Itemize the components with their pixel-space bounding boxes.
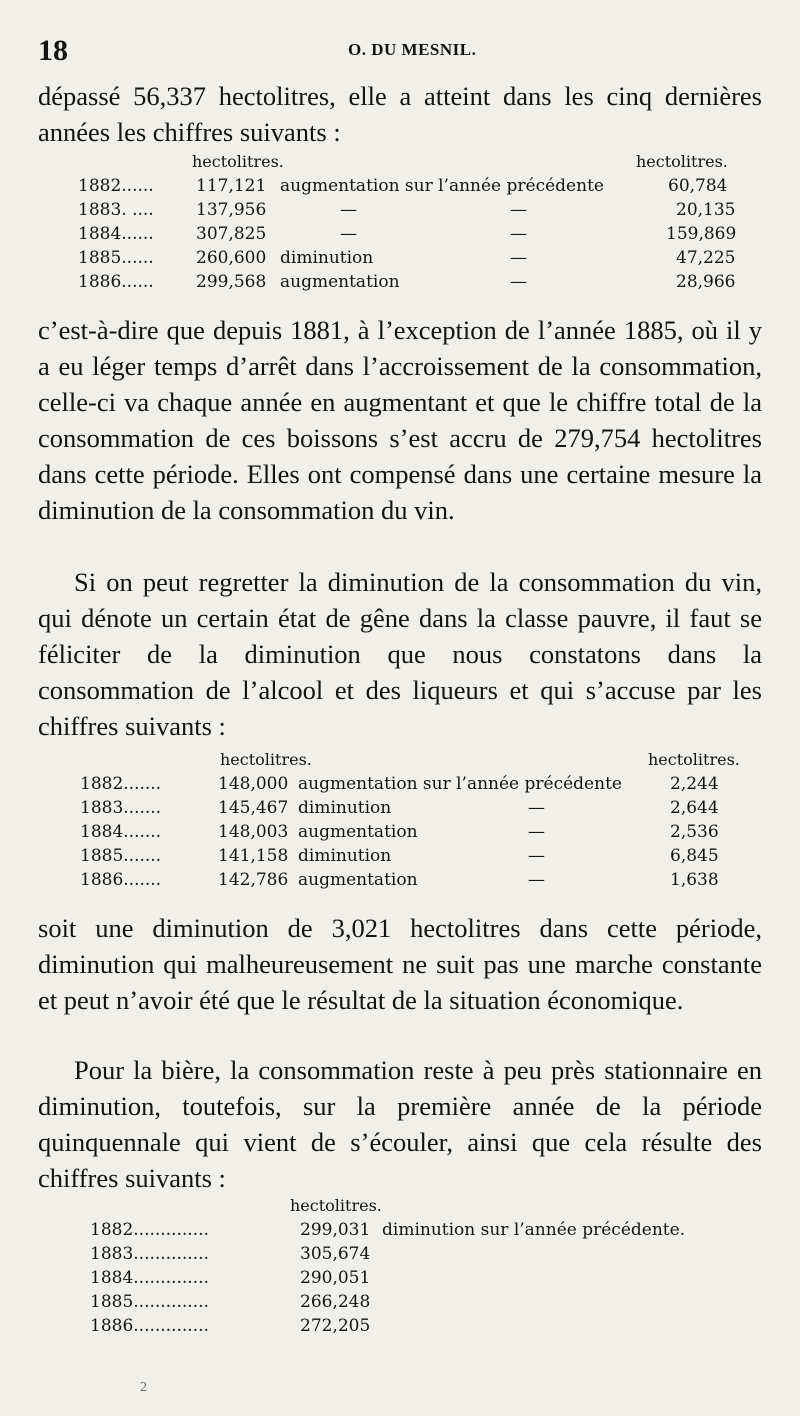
row-ditto-mark: —	[510, 248, 527, 268]
row-change: 47,225	[676, 248, 736, 268]
row-change: 1,638	[670, 870, 719, 890]
row-year: 1882..............	[90, 1220, 209, 1240]
row-ditto-mark: —	[510, 200, 527, 220]
table-row	[78, 224, 758, 248]
table-unit-right: hectolitres.	[648, 750, 740, 769]
row-year: 1882.......	[80, 774, 162, 794]
row-description: augmentation sur l’année précédente	[280, 176, 604, 196]
paragraph-2: c’est-à-dire que depuis 1881, à l’exception de l’année 1885, où il y a eu léger temps d’arrêt dans l’accroissement de la consommation, celle-ci va chaque année en augmentant et que le chiffre total de la consommation de ces boissons s’est accru de 279,754 hectolitres dans cette période. Elles ont compensé dans une certaine mesure la diminution de la consommation du vin.	[38, 315, 762, 525]
table-row	[90, 1292, 760, 1316]
row-description: diminution	[298, 798, 392, 818]
running-head: O. DU MESNIL.	[348, 40, 477, 59]
row-change: 159,869	[666, 224, 737, 244]
table-row	[90, 1268, 760, 1292]
row-year: 1884......	[78, 224, 154, 244]
page-number: 18	[38, 34, 68, 67]
row-change: 2,536	[670, 822, 719, 842]
row-value: 141,158	[218, 846, 289, 866]
table-unit-left: hectolitres.	[220, 750, 312, 769]
row-description: —	[340, 200, 357, 220]
table-row	[78, 248, 758, 272]
row-value: 299,031	[300, 1220, 371, 1240]
row-change: 28,966	[676, 272, 736, 292]
table-row	[80, 774, 760, 798]
row-description: augmentation sur l’année précédente	[298, 774, 622, 794]
row-year: 1886......	[78, 272, 154, 292]
table-row	[80, 798, 760, 822]
row-description: diminution sur l’année précédente.	[382, 1220, 686, 1240]
paragraph-1: dépassé 56,337 hectolitres, elle a atteint dans les cinq dernières années les chiffres suivants :	[38, 81, 762, 147]
table-consumption-2	[80, 750, 760, 896]
table-row	[90, 1220, 760, 1244]
printer-signature: 2	[140, 1380, 147, 1395]
paragraph-4: soit une diminution de 3,021 hectolitres dans cette période, diminution qui malheureusement ne suit pas une marche constante et peut n’avoir été que le résultat de la situation économique.	[38, 913, 762, 1015]
paragraph-3: Si on peut regretter la diminution de la consommation du vin, qui dénote un certain état de gêne dans la classe pauvre, il faut se féliciter de la diminution que nous constatons dans la consommation de l’alcool et des liqueurs et qui s’accuse par les chiffres suivants :	[38, 567, 762, 741]
row-ditto-mark: —	[528, 798, 545, 818]
table-row	[90, 1244, 760, 1268]
row-value: 272,205	[300, 1316, 371, 1336]
row-change: 6,845	[670, 846, 719, 866]
page-footer	[120, 1380, 760, 1404]
row-year: 1885..............	[90, 1292, 209, 1312]
paragraph-5: Pour la bière, la consommation reste à peu près stationnaire en diminution, toutefois, sur la première année de la période quinquennale qui vient de s’écouler, ainsi que cela résulte des chiffres suivants :	[38, 1055, 762, 1193]
row-year: 1884..............	[90, 1268, 209, 1288]
table-row	[78, 200, 758, 224]
row-year: 1882......	[78, 176, 154, 196]
table-row	[80, 822, 760, 846]
row-year: 1886..............	[90, 1316, 209, 1336]
row-value: 148,000	[218, 774, 289, 794]
row-ditto-mark: —	[510, 272, 527, 292]
row-year: 1883. ....	[78, 200, 154, 220]
row-value: 145,467	[218, 798, 289, 818]
row-year: 1885.......	[80, 846, 162, 866]
row-change: 60,784	[668, 176, 728, 196]
row-year: 1883..............	[90, 1244, 209, 1264]
row-value: 290,051	[300, 1268, 371, 1288]
row-description: augmentation	[298, 822, 418, 842]
row-description: —	[340, 224, 357, 244]
table-row	[80, 870, 760, 894]
row-value: 117,121	[196, 176, 267, 196]
row-value: 260,600	[196, 248, 267, 268]
row-description: augmentation	[298, 870, 418, 890]
row-value: 299,568	[196, 272, 267, 292]
table-consumption-1	[78, 152, 758, 298]
row-value: 307,825	[196, 224, 267, 244]
row-change: 20,135	[676, 200, 736, 220]
row-description: diminution	[298, 846, 392, 866]
table-unit: hectolitres.	[290, 1196, 382, 1215]
row-ditto-mark: —	[528, 846, 545, 866]
row-ditto-mark: —	[528, 870, 545, 890]
row-value: 148,003	[218, 822, 289, 842]
row-year: 1886.......	[80, 870, 162, 890]
row-description: diminution	[280, 248, 374, 268]
row-value: 266,248	[300, 1292, 371, 1312]
row-year: 1885......	[78, 248, 154, 268]
table-unit-left: hectolitres.	[192, 152, 284, 171]
row-value: 137,956	[196, 200, 267, 220]
row-year: 1883.......	[80, 798, 162, 818]
table-consumption-3	[90, 1196, 760, 1342]
row-change: 2,244	[670, 774, 719, 794]
table-row	[90, 1316, 760, 1340]
table-row	[78, 176, 758, 200]
row-value: 305,674	[300, 1244, 371, 1264]
row-ditto-mark: —	[528, 822, 545, 842]
row-description: augmentation	[280, 272, 400, 292]
row-ditto-mark: —	[510, 224, 527, 244]
table-unit-right: hectolitres.	[636, 152, 728, 171]
row-year: 1884.......	[80, 822, 162, 842]
row-change: 2,644	[670, 798, 719, 818]
table-row	[80, 846, 760, 870]
row-value: 142,786	[218, 870, 289, 890]
table-row	[78, 272, 758, 296]
page-header	[38, 34, 762, 66]
